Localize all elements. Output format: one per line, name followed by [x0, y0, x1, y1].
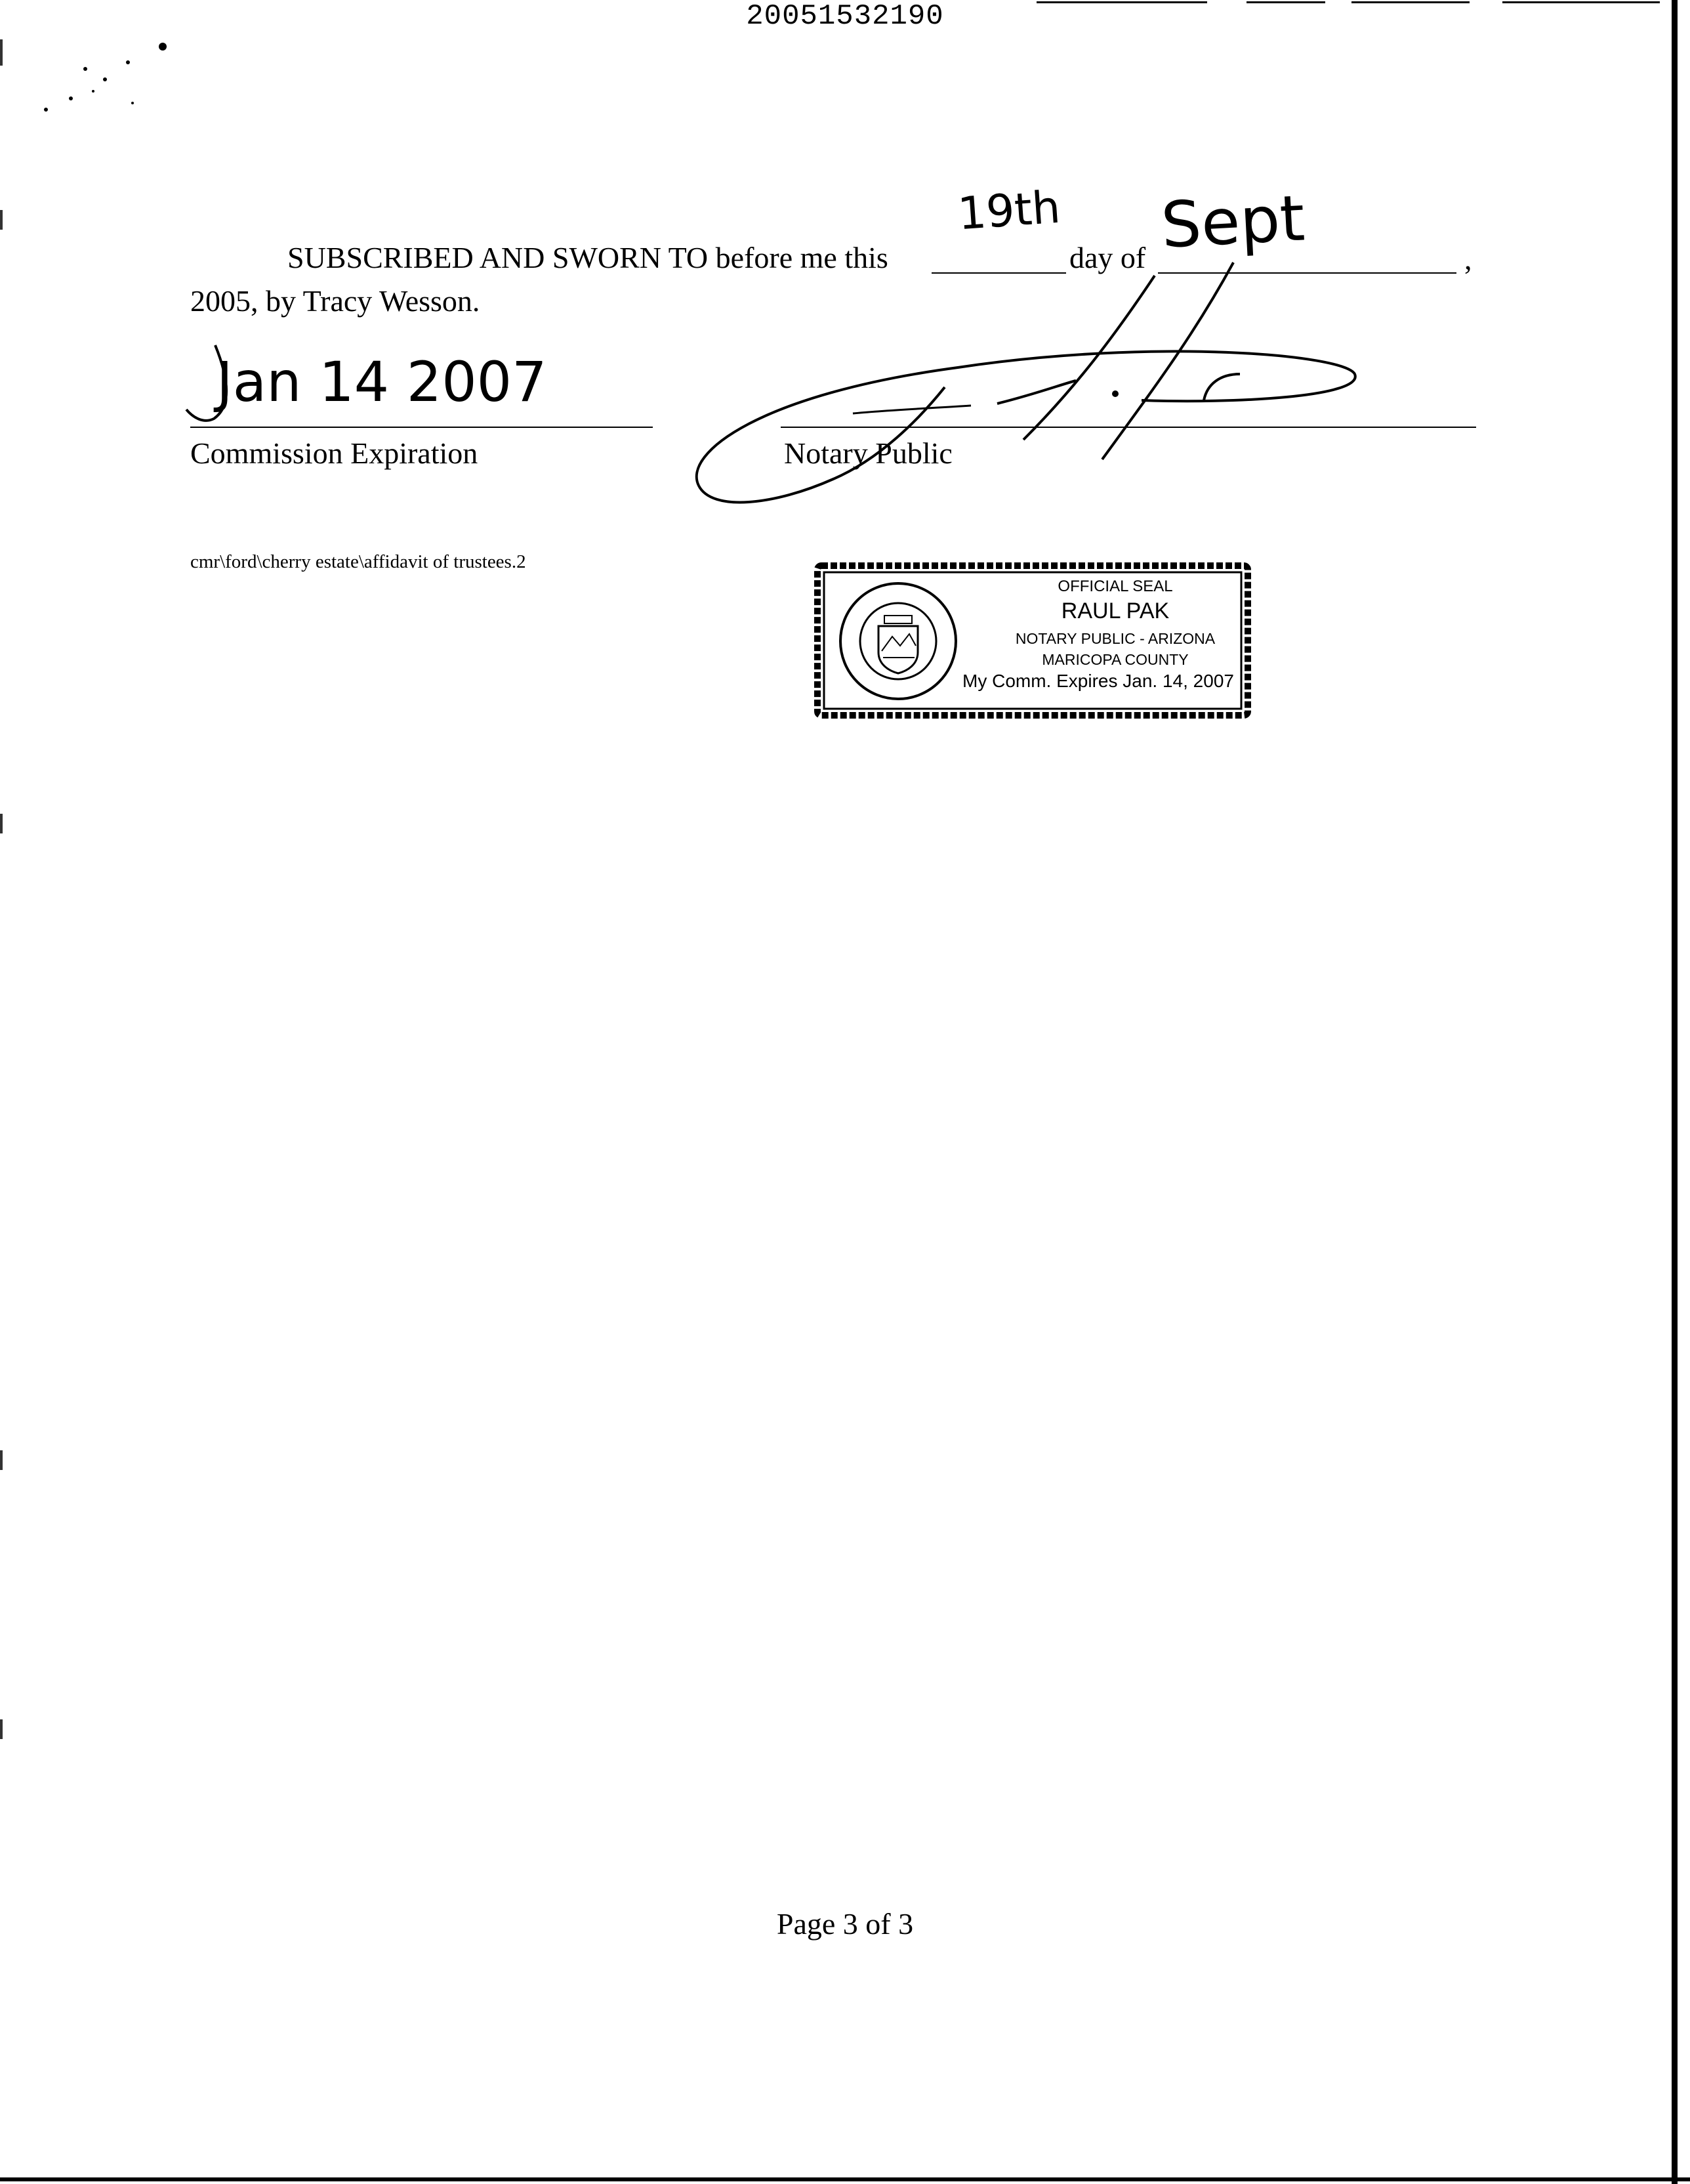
notary-public-label: Notary Public: [784, 436, 953, 470]
scan-left-tick: [0, 1719, 3, 1739]
handwritten-day: 19th: [956, 181, 1062, 241]
seal-title: OFFICIAL SEAL: [1058, 578, 1173, 595]
day-of-label: day of: [1069, 241, 1146, 274]
jurat-date-line: 2005, by Tracy Wesson.: [190, 284, 480, 318]
scan-left-tick: [0, 1450, 3, 1470]
notary-signature: [682, 262, 1378, 518]
scan-left-tick: [0, 210, 3, 230]
seal-commission-state: NOTARY PUBLIC - ARIZONA: [1015, 630, 1216, 647]
arizona-state-seal-emblem: [837, 580, 959, 702]
jurat-text: SUBSCRIBED AND SWORN TO before me this: [287, 241, 888, 274]
scan-specks: [39, 36, 184, 121]
scan-left-tick: [0, 39, 3, 66]
seal-expiration: My Comm. Expires Jan. 14, 2007: [962, 671, 1234, 691]
notary-seal-stamp: [814, 562, 1252, 719]
scan-left-tick: [0, 814, 3, 833]
expiration-signature-line: [190, 427, 653, 428]
seal-notary-name: RAUL PAK: [1061, 598, 1170, 623]
handwritten-month: Sept: [1159, 181, 1307, 262]
scan-bottom-border: [0, 2177, 1690, 2181]
handwritten-expiration-date: Jan 14 2007: [216, 350, 547, 414]
jurat-comma: ,: [1464, 242, 1472, 276]
page-number: Page 3 of 3: [776, 1907, 914, 1941]
commission-expiration-label: Commission Expiration: [190, 436, 478, 470]
document-number: 20051532190: [746, 0, 944, 33]
signature-j-stroke: [184, 341, 289, 427]
seal-county: MARICOPA COUNTY: [1042, 651, 1189, 668]
scan-right-border: [1672, 0, 1678, 2184]
file-path: cmr\ford\cherry estate\affidavit of trustees.2: [190, 551, 526, 572]
